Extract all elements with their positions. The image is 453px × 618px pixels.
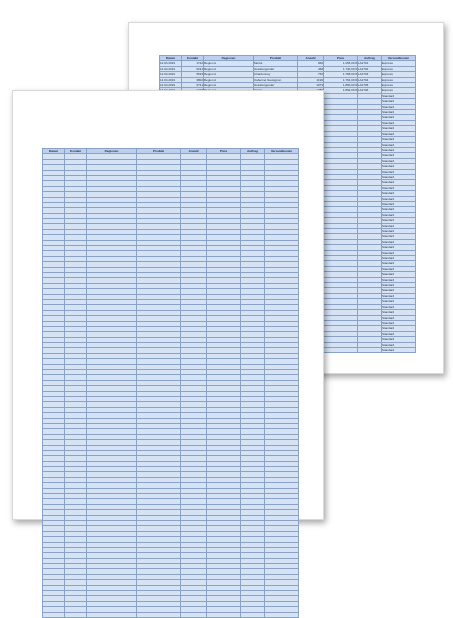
table-cell: Standard [382,347,416,352]
back-column-header: Versandkosten [382,56,416,61]
table-cell: 12.04.2019 [160,61,182,66]
table-cell: Standard [382,110,416,115]
table-cell: Grauburgunder [254,83,298,88]
table-cell: Standard [382,104,416,109]
table-cell: 12.04.2019 [160,83,182,88]
table-cell: 960 [298,61,324,66]
table-cell: 3802 [182,77,204,82]
table-cell: Chardonnay [254,72,298,77]
table-cell: Standard [382,207,416,212]
table-cell: 5741 [182,83,204,88]
table-cell: Standard [382,266,416,271]
back-column-header: Auftrag [358,56,382,61]
table-cell: 6231 [182,66,204,71]
table-cell: 12.04.2019 [160,66,182,71]
table-cell: Express [382,88,416,93]
table-cell: 756 [298,72,324,77]
table-cell: Express [382,61,416,66]
table-cell: Region A [204,72,254,77]
front-column-header: Preis [207,149,241,154]
table-cell: Standard [382,256,416,261]
table-cell: Region A [204,83,254,88]
table-cell: Standard [382,320,416,325]
table-cell: LA2705 [358,83,382,88]
table-cell: LA2704 [358,77,382,82]
table-cell: Standard [382,115,416,120]
table-cell: LA2703 [358,72,382,77]
table-cell: Standard [382,99,416,104]
front-page [12,90,324,520]
table-cell: Standard [382,153,416,158]
table-cell: Region A [204,66,254,71]
table-cell: Standard [382,234,416,239]
table-cell: Standard [382,218,416,223]
table-cell: Standard [382,310,416,315]
back-column-header: Anzahl [298,56,324,61]
table-cell: Standard [382,142,416,147]
table-cell: Standard [382,93,416,98]
table-cell: LA2701 [358,61,382,66]
table-cell: Standard [382,126,416,131]
table-cell: Standard [382,288,416,293]
back-column-header: Preis [324,56,358,61]
table-cell: Express [382,77,416,82]
table-cell: Express [382,83,416,88]
table-cell: Standard [382,169,416,174]
table-cell [324,347,358,352]
table-cell: Standard [382,272,416,277]
table-cell: Standard [382,239,416,244]
table-cell: Grauburgunder [254,66,298,71]
back-column-header: Regionen [204,56,254,61]
table-cell [137,612,181,617]
table-cell: 1.740,00 € [324,66,358,71]
table-cell: Region A [204,61,254,66]
front-column-header: Versandkosten [265,149,299,154]
front-column-header: Anzahl [181,149,207,154]
table-cell: Standard [382,250,416,255]
table-cell: Standard [382,337,416,342]
table-cell: Express [382,72,416,77]
table-cell: Standard [382,212,416,217]
table-cell: 9533 [182,72,204,77]
table-cell: Standard [382,277,416,282]
table-cell: 1.768,00 € [324,72,358,77]
table-cell: Standard [382,131,416,136]
table-cell [358,347,382,352]
table-cell: LA2706 [358,88,382,93]
table-cell: 12.04.2019 [160,77,182,82]
table-cell: Standard [382,191,416,196]
table-cell: 1190 [298,77,324,82]
table-cell [207,612,241,617]
table-cell: LA2702 [358,66,382,71]
table-cell: Standard [382,137,416,142]
table-cell: Standard [382,315,416,320]
table-cell: 1742 [182,61,204,66]
front-column-header: Auftrag [241,149,265,154]
table-cell: 1.860,00 € [324,83,358,88]
table-cell: Standard [382,185,416,190]
table-cell: Standard [382,331,416,336]
table-cell: Standard [382,245,416,250]
table-cell: 1.892,00 € [324,88,358,93]
front-column-header: Regionen [87,149,137,154]
table-cell: Standard [382,120,416,125]
table-cell: Standard [382,158,416,163]
table-cell [87,612,137,617]
front-column-header: Produkt [137,149,181,154]
table-cell: Standard [382,180,416,185]
table-cell: Standard [382,293,416,298]
table-cell: Merlot [254,61,298,66]
table-cell: Standard [382,326,416,331]
table-cell: 468 [298,66,324,71]
table-cell: Standard [382,261,416,266]
table-cell [265,612,299,617]
table-cell: Standard [382,164,416,169]
table-cell: Standard [382,147,416,152]
table-row [43,612,299,617]
front-data-table [42,148,299,618]
table-cell: Standard [382,283,416,288]
table-cell: Standard [382,174,416,179]
table-cell: Standard [382,223,416,228]
table-cell: Standard [382,196,416,201]
table-cell: Standard [382,304,416,309]
table-cell: Standard [382,299,416,304]
front-column-header: Kontakt [65,149,87,154]
table-cell [241,612,265,617]
back-column-header: Kontakt [182,56,204,61]
table-cell [181,612,207,617]
table-cell: Cabernet Sauvignon [254,77,298,82]
table-cell: Standard [382,201,416,206]
back-column-header: Datum [160,56,182,61]
table-cell: 1973 [298,83,324,88]
table-cell: Standard [382,342,416,347]
front-column-header: Datum [43,149,65,154]
table-cell: 1.764,00 € [324,77,358,82]
table-cell: Standard [382,229,416,234]
table-cell: Express [382,66,416,71]
table-cell: 1.256,00 € [324,61,358,66]
back-column-header: Produkt [254,56,298,61]
table-cell [65,612,87,617]
table-cell: Region A [204,77,254,82]
table-cell [43,612,65,617]
table-cell: 12.04.2019 [160,72,182,77]
